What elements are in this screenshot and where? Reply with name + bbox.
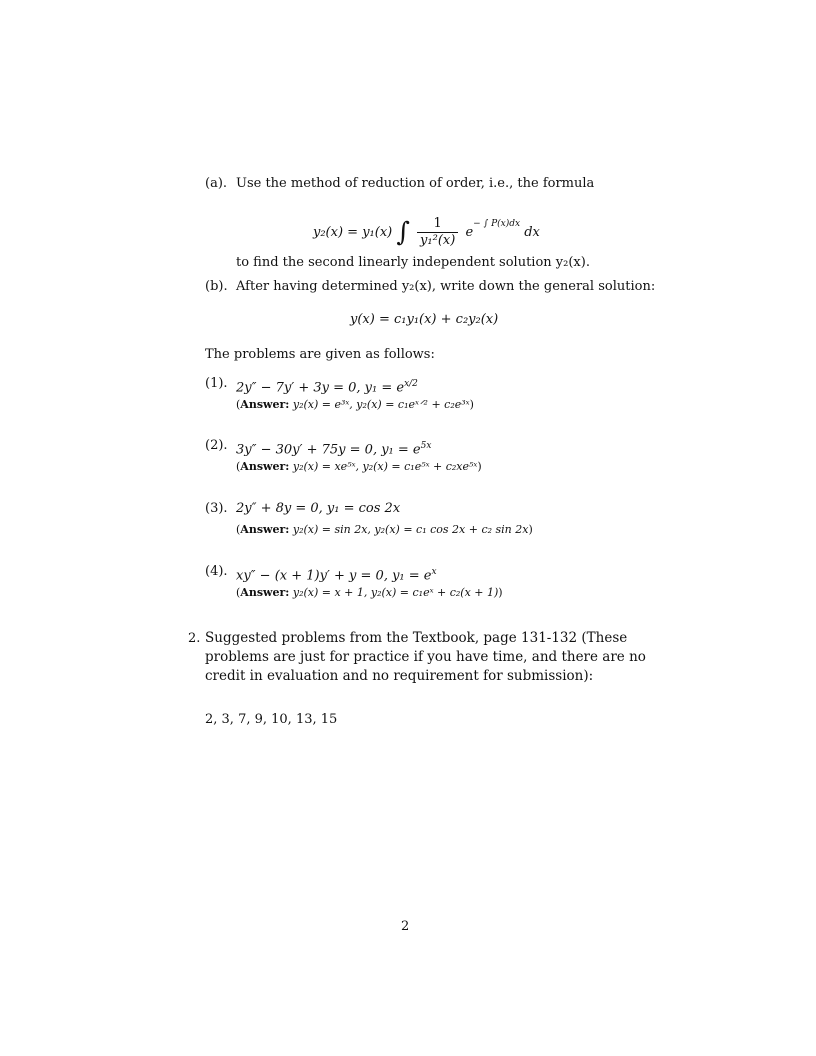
formula-fraction	[417, 216, 458, 249]
problem-2-equation-text: 3y″ − 30y′ + 75y = 0, y₁ = e	[236, 442, 421, 458]
formula-denominator: y₁²(x)	[420, 233, 456, 248]
item-2-number: 2.	[188, 631, 201, 646]
part-b-label: (b).	[205, 279, 228, 294]
part-a-label: (a).	[205, 176, 228, 191]
formula-exp-power: − ∫ P(x)dx	[473, 219, 521, 229]
problem-2-answer	[236, 459, 482, 475]
formula-numerator: 1	[417, 216, 458, 233]
general-solution-formula: y(x) = c₁y₁(x) + c₂y₂(x)	[350, 312, 499, 327]
part-b-intro: After having determined y₂(x), write down the general solution:	[236, 279, 656, 294]
problem-1-answer-text: y₂(x) = e³ˣ, y₂(x) = c₁eˣᐟ² + c₂e³ˣ	[292, 398, 470, 411]
problem-3-answer-label: Answer:	[240, 523, 290, 536]
problem-4-answer-open: (	[236, 586, 241, 599]
problem-1-answer-close: )	[469, 398, 474, 411]
page-number: 2	[401, 919, 410, 934]
problem-2-equation	[236, 438, 431, 458]
problem-4-answer-label: Answer:	[240, 586, 290, 599]
problem-1-equation	[236, 376, 418, 396]
reduction-formula	[313, 203, 540, 248]
integral-symbol: ∫	[396, 217, 410, 248]
problem-2-answer-text: y₂(x) = xe⁵ˣ, y₂(x) = c₁e⁵ˣ + c₂xe⁵ˣ	[292, 460, 478, 473]
problem-4-equation-text: xy″ − (x + 1)y′ + y = 0, y₁ = e	[236, 568, 432, 584]
problem-2-answer-label: Answer:	[240, 460, 290, 473]
problem-4-answer-close: )	[498, 586, 503, 599]
problem-3-answer-open: (	[236, 523, 241, 536]
problem-1-answer-open: (	[236, 398, 241, 411]
problem-1-answer	[236, 397, 474, 413]
problem-4-label: (4).	[205, 564, 228, 579]
problems-intro: The problems are given as follows:	[205, 347, 435, 362]
item-2-problem-list: 2, 3, 7, 9, 10, 13, 15	[205, 712, 338, 727]
problem-4-equation	[236, 564, 437, 584]
problem-3-equation	[236, 501, 400, 517]
formula-lhs: y₂(x) = y₁(x)	[313, 225, 393, 240]
problem-1-equation-text: 2y″ − 7y′ + 3y = 0, y₁ = e	[236, 380, 405, 396]
problem-2-label: (2).	[205, 438, 228, 453]
problem-2-equation-sup: 5x	[420, 441, 432, 451]
problem-3-answer	[236, 522, 533, 538]
problem-4-answer	[236, 585, 503, 601]
problem-1-answer-label: Answer:	[240, 398, 290, 411]
formula-exp-base: e	[465, 225, 474, 240]
formula-dx: dx	[524, 225, 540, 240]
problem-3-equation-text: 2y″ + 8y = 0, y₁ = cos 2x	[236, 501, 401, 516]
problem-4-answer-text: y₂(x) = x + 1, y₂(x) = c₁eˣ + c₂(x + 1)	[292, 586, 499, 599]
problem-2-answer-open: (	[236, 460, 241, 473]
problem-1-equation-sup: x/2	[404, 379, 418, 389]
problem-3-answer-text: y₂(x) = sin 2x, y₂(x) = c₁ cos 2x + c₂ sin 2x	[292, 523, 529, 536]
problem-1-label: (1).	[205, 376, 228, 391]
problem-4-equation-sup: x	[431, 567, 437, 577]
problem-3-label: (3).	[205, 501, 228, 516]
part-a-after: to find the second linearly independent solution y₂(x).	[236, 255, 590, 270]
problem-3-answer-close: )	[528, 523, 533, 536]
part-a-intro: Use the method of reduction of order, i.e., the formula	[236, 176, 595, 191]
problem-2-answer-close: )	[477, 460, 482, 473]
item-2-text: Suggested problems from the Textbook, page 131-132 (These problems are just for practice if you have time, and there are no credit in evaluation and no requirement for submission):	[205, 630, 646, 684]
